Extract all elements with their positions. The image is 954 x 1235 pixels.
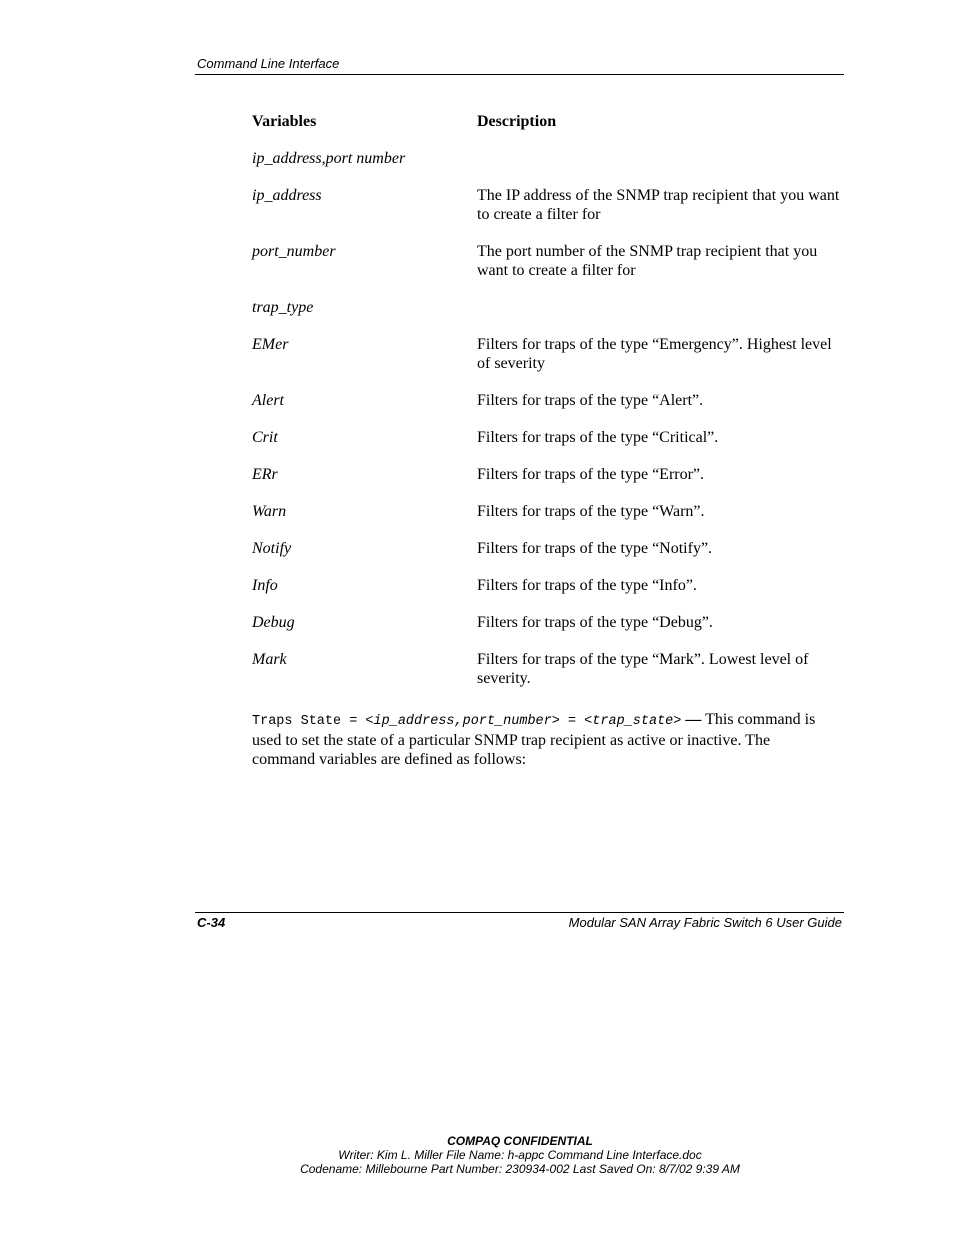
table-row — [252, 613, 844, 632]
column-header-description: Description — [477, 113, 557, 130]
variable-description: Filters for traps of the type “Info”. — [477, 577, 697, 594]
command-argument-state: <trap_state> — [584, 714, 682, 729]
variable-description: Filters for traps of the type “Alert”. — [477, 392, 704, 409]
command-argument-address: <ip_address,port_number> — [365, 714, 560, 729]
variable-name: ip_address — [252, 187, 322, 204]
variable-description: Filters for traps of the type “Critical”. — [477, 429, 719, 446]
table-header-row — [252, 112, 844, 131]
confidential-block — [0, 1134, 954, 1176]
variable-name: Alert — [252, 392, 284, 409]
table-row — [252, 149, 844, 168]
variable-name: EMer — [252, 336, 289, 353]
variable-description — [477, 149, 844, 168]
variable-description: Filters for traps of the type “Debug”. — [477, 614, 713, 631]
page-number: C-34 — [197, 915, 226, 930]
variable-description: Filters for traps of the type “Notify”. — [477, 540, 713, 557]
table-row — [252, 465, 844, 484]
variable-name: Debug — [252, 614, 295, 631]
variable-name: port_number — [252, 243, 336, 260]
command-description: This command is used to set the state of a particular SNMP trap recipient as active or inactive. The command variables are defined as follows: — [252, 711, 816, 768]
table-row — [252, 502, 844, 521]
variable-name: Info — [252, 577, 278, 594]
command-equals: = — [559, 714, 585, 729]
variables-table — [252, 112, 844, 706]
table-row — [252, 335, 844, 373]
table-row — [252, 391, 844, 410]
variable-name: Mark — [252, 651, 287, 668]
command-prefix: Traps State = — [252, 714, 366, 729]
variable-description — [477, 298, 844, 317]
table-row — [252, 650, 844, 688]
table-row — [252, 298, 844, 317]
table-row — [252, 576, 844, 595]
variable-name: Warn — [252, 503, 287, 520]
confidential-writer-line: Writer: Kim L. Miller File Name: h-appc Command Line Interface.doc — [338, 1148, 702, 1162]
table-row — [252, 428, 844, 447]
variable-name: Crit — [252, 429, 278, 446]
header-rule — [195, 74, 844, 75]
variable-description: Filters for traps of the type “Mark”. Lowest level of severity. — [477, 651, 809, 687]
variable-name: trap_type — [252, 299, 314, 316]
guide-title: Modular SAN Array Fabric Switch 6 User Guide — [568, 915, 842, 930]
table-row — [252, 539, 844, 558]
variable-description: Filters for traps of the type “Emergency”. Highest level of severity — [477, 336, 832, 372]
command-paragraph — [252, 710, 837, 769]
variable-name: Notify — [252, 540, 292, 557]
variable-name: ip_address,port number — [252, 150, 406, 167]
confidential-title: COMPAQ CONFIDENTIAL — [447, 1134, 593, 1148]
variable-description: The IP address of the SNMP trap recipient that you want to create a filter for — [477, 187, 840, 223]
running-header: Command Line Interface — [197, 56, 340, 71]
column-header-variables: Variables — [252, 113, 317, 130]
footer-rule — [195, 912, 844, 913]
table-row — [252, 186, 844, 224]
table-row — [252, 242, 844, 280]
variable-description: Filters for traps of the type “Warn”. — [477, 503, 705, 520]
variable-name: ERr — [252, 466, 278, 483]
confidential-codename-line: Codename: Millebourne Part Number: 230934-002 Last Saved On: 8/7/02 9:39 AM — [300, 1162, 740, 1176]
em-dash: — — [681, 711, 702, 728]
variable-description: The port number of the SNMP trap recipient that you want to create a filter for — [477, 243, 818, 279]
variable-description: Filters for traps of the type “Error”. — [477, 466, 705, 483]
